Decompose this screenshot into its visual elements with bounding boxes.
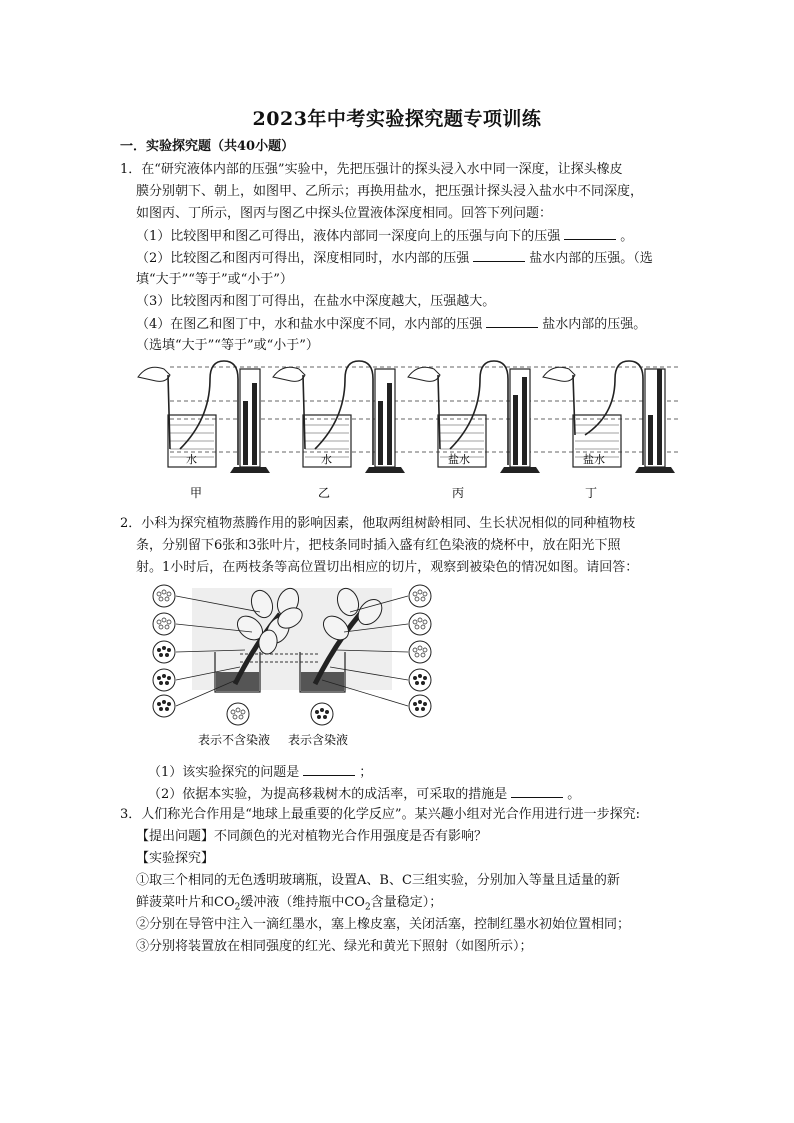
q3-step1: ①取三个相同的无色透明玻璃瓶，设置A、B、C三组实验，分别加入等量且适量的新 bbox=[136, 873, 620, 888]
answer-blank[interactable] bbox=[564, 227, 616, 240]
liquid-label-ding: 盐水 bbox=[583, 453, 605, 466]
q3-step2: ②分别在导管中注入一滴红墨水，塞上橡皮塞，关闭活塞，控制红墨水初始位置相同； bbox=[136, 917, 631, 932]
q1-part1-text: （1）比较图甲和图乙可得出，液体内部同一深度向上的压强与向下的压强 bbox=[136, 229, 561, 244]
q2-part1-text: （1）该实验探究的问题是 bbox=[148, 765, 300, 780]
setup-bing bbox=[408, 361, 540, 473]
legend-dye-label: 表示含染液 bbox=[288, 733, 349, 747]
q1-line2: 膜分别朝下、朝上，如图甲、乙所示；再换用盐水，把压强计探头浸入盐水中不同深度， bbox=[136, 184, 644, 199]
q1-line1: 1．在“研究液体内部的压强”实验中，先把压强计的探头浸入水中同一深度，让探头橡皮 bbox=[120, 162, 623, 177]
liquid-label-jia: 水 bbox=[186, 453, 197, 466]
legend-no-dye-label: 表示不含染液 bbox=[198, 733, 271, 747]
q2-part2: （2）依据本实验，为提高移栽树木的成活率，可采取的措施是 。 bbox=[148, 787, 581, 802]
right-slices bbox=[409, 585, 431, 717]
q2-line3: 射。1小时后，在两枝条等高位置切出相应的切片，观察到被染色的情况如图。请回答： bbox=[136, 560, 639, 575]
setup-jia bbox=[138, 361, 270, 473]
pressure-experiment-figure bbox=[130, 355, 690, 505]
q1-part4-text: （4）在图乙和图丁中，水和盐水中深度不同，水内部的压强 bbox=[136, 317, 483, 332]
caption-yi: 乙 bbox=[318, 486, 331, 500]
section-heading: 一．实验探究题（共40小题） bbox=[120, 139, 295, 154]
q1-part4-tail: 盐水内部的压强。 bbox=[542, 317, 647, 332]
q1-part4 bbox=[136, 315, 646, 334]
answer-blank[interactable] bbox=[486, 315, 538, 328]
caption-ding: 丁 bbox=[585, 486, 598, 500]
liquid-label-bing: 盐水 bbox=[448, 453, 470, 466]
transpiration-figure bbox=[140, 582, 450, 752]
answer-blank[interactable] bbox=[473, 249, 525, 262]
q1-part2-tail: 盐水内部的压强。（选 bbox=[529, 251, 653, 266]
q1-part2-text: （2）比较图乙和图丙可得出，深度相同时，水内部的压强 bbox=[136, 251, 470, 266]
q2-part1: （1）该实验探究的问题是 ； bbox=[148, 765, 373, 780]
page-title: 2023年中考实验探究题专项训练 bbox=[252, 108, 542, 130]
answer-blank[interactable] bbox=[511, 785, 563, 798]
q1-part1: （1）比较图甲和图乙可得出，液体内部同一深度向上的压强与向下的压强 。 bbox=[136, 229, 634, 244]
setup-ding bbox=[543, 361, 675, 473]
legend-no-dye-icon bbox=[227, 703, 249, 725]
q3-step1-cont: 鲜菠菜叶片和$CO_2$缓冲液（维持瓶中$CO_2$含量稳定）； bbox=[136, 895, 443, 913]
caption-bing: 丙 bbox=[452, 486, 465, 500]
q2-part2-text: （2）依据本实验，为提高移栽树木的成活率，可采取的措施是 bbox=[148, 787, 508, 802]
q2-line1: 2．小科为探究植物蒸腾作用的影响因素，他取两组树龄相同、生长状况相似的同种植物枝 bbox=[120, 516, 636, 531]
q1-part3: （3）比较图丙和图丁可得出，在盐水中深度越大，压强越大。 bbox=[136, 294, 496, 309]
q1-part2 bbox=[136, 249, 653, 268]
setup-yi bbox=[273, 361, 405, 473]
q3-line2: 【提出问题】不同颜色的光对植物光合作用强度是否有影响？ bbox=[136, 829, 488, 844]
q1-part4-cont: （选填“大于”“等于”或“小于”） bbox=[136, 338, 319, 353]
liquid-label-yi: 水 bbox=[321, 453, 332, 466]
q3-line1: 3．人们称光合作用是“地球上最重要的化学反应”。某兴趣小组对光合作用进行进一步探究: bbox=[120, 807, 640, 822]
q3-line3: 【实验探究】 bbox=[136, 851, 215, 866]
q2-line2: 条，分别留下6张和3张叶片，把枝条同时插入盛有红色染液的烧杯中，放在阳光下照 bbox=[136, 538, 621, 553]
answer-blank[interactable] bbox=[303, 763, 355, 776]
legend-dye-icon bbox=[311, 703, 333, 725]
left-slices bbox=[153, 585, 175, 717]
caption-jia: 甲 bbox=[190, 486, 203, 500]
q3-step3: ③分别将装置放在相同强度的红光、绿光和黄光下照射（如图所示）； bbox=[136, 939, 533, 954]
q1-part2-cont: 填“大于”“等于”或“小于”） bbox=[136, 272, 293, 287]
q1-line3: 如图丙、丁所示，图丙与图乙中探头位置液体深度相同。回答下列问题： bbox=[136, 206, 553, 221]
